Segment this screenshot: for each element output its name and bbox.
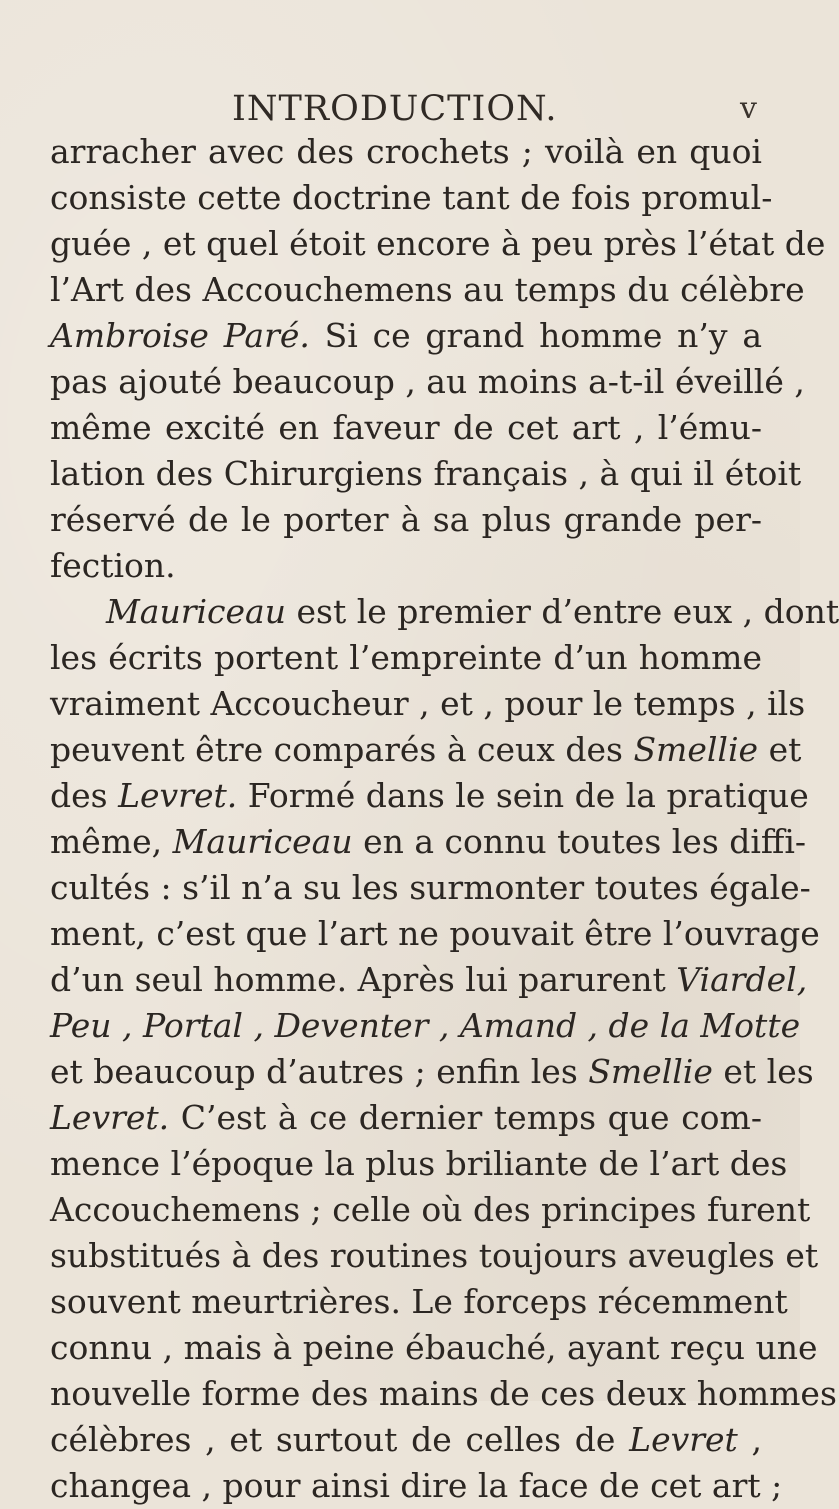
text-run: lation des Chirurgiens français , à qui il étoit bbox=[50, 454, 802, 493]
text-line bbox=[50, 1003, 801, 1049]
text-line bbox=[50, 1187, 811, 1233]
italic-text: Levret. bbox=[118, 776, 238, 815]
text-line bbox=[50, 911, 820, 957]
italic-text: Viardel, bbox=[676, 960, 808, 999]
text-run: vraiment Accoucheur , et , pour le temps , ils bbox=[50, 684, 806, 723]
text-run: et beaucoup d’autres ; enfin les bbox=[50, 1052, 589, 1091]
text-run: les écrits portent l’empreinte d’un homme bbox=[50, 638, 762, 677]
text-run: réservé de le porter à sa plus grande per- bbox=[50, 500, 762, 539]
page-number: v bbox=[740, 91, 757, 126]
text-line bbox=[50, 1095, 762, 1141]
text-line bbox=[50, 359, 805, 405]
text-run: arracher avec des crochets ; voilà en quoi bbox=[50, 132, 762, 171]
text-run: est le premier d’entre eux , dont bbox=[286, 592, 839, 631]
text-run: nouvelle forme des mains de ces deux hommes bbox=[50, 1374, 837, 1413]
text-line bbox=[50, 589, 839, 635]
text-line bbox=[50, 957, 808, 1003]
italic-text: Ambroise Paré. bbox=[50, 316, 310, 355]
text-run: pas ajouté beaucoup , au moins a-t-il éveillé , bbox=[50, 362, 805, 401]
text-line bbox=[50, 543, 762, 589]
text-run: Si ce grand homme n’y a bbox=[309, 316, 763, 355]
running-title: INTRODUCTION. bbox=[232, 89, 558, 129]
text-run: C’est à ce dernier temps que com- bbox=[169, 1098, 762, 1137]
text-line bbox=[50, 1233, 819, 1279]
text-line bbox=[50, 497, 762, 543]
italic-text: Peu , Portal , Deventer , Amand , de la Motte bbox=[50, 1006, 801, 1045]
text-line bbox=[50, 1463, 783, 1509]
italic-text: Mauriceau bbox=[172, 822, 353, 861]
body-text bbox=[50, 129, 839, 1509]
text-run: connu , mais à peine ébauché, ayant reçu une bbox=[50, 1328, 818, 1367]
text-run: substitués à des routines toujours aveugles et bbox=[50, 1236, 819, 1275]
text-line bbox=[50, 1325, 818, 1371]
text-line bbox=[50, 727, 802, 773]
italic-text: Levret bbox=[629, 1420, 738, 1459]
text-run: des bbox=[50, 776, 119, 815]
text-run: en a connu toutes les diffi- bbox=[352, 822, 807, 861]
italic-text: Mauriceau bbox=[106, 592, 286, 631]
text-line bbox=[50, 1141, 788, 1187]
text-line bbox=[50, 175, 773, 221]
italic-text: Smellie bbox=[633, 730, 759, 769]
text-line bbox=[50, 1279, 788, 1325]
text-run: Formé dans le sein de la pratique bbox=[237, 776, 809, 815]
text-run: changea , pour ainsi dire la face de cet art ; bbox=[50, 1466, 783, 1505]
text-run: souvent meurtrières. Le forceps récemment bbox=[50, 1282, 788, 1321]
text-run: et les bbox=[712, 1052, 814, 1091]
text-run: l’Art des Accouchemens au temps du célèbre bbox=[50, 270, 805, 309]
text-run: , bbox=[737, 1420, 763, 1459]
text-run: même excité en faveur de cet art , l’ému- bbox=[50, 408, 762, 447]
text-line bbox=[50, 129, 762, 175]
text-line bbox=[50, 221, 826, 267]
text-line bbox=[50, 267, 805, 313]
text-line bbox=[50, 1049, 814, 1095]
italic-text: Levret. bbox=[50, 1098, 170, 1137]
text-run: Accouchemens ; celle où des principes furent bbox=[50, 1190, 811, 1229]
text-run: consiste cette doctrine tant de fois promul- bbox=[50, 178, 773, 217]
text-run: d’un seul homme. Après lui parurent bbox=[50, 960, 677, 999]
text-run: même, bbox=[50, 822, 173, 861]
text-run: peuvent être comparés à ceux des bbox=[50, 730, 634, 769]
text-run: cultés : s’il n’a su les surmonter toutes égale- bbox=[50, 868, 811, 907]
text-line bbox=[50, 865, 811, 911]
text-run: fection. bbox=[50, 546, 176, 585]
text-run: mence l’époque la plus briliante de l’art des bbox=[50, 1144, 788, 1183]
text-line bbox=[50, 681, 806, 727]
running-head bbox=[0, 86, 800, 132]
text-line bbox=[50, 405, 762, 451]
text-line bbox=[50, 313, 762, 359]
text-run: et bbox=[758, 730, 802, 769]
text-line bbox=[50, 1371, 837, 1417]
text-line bbox=[50, 773, 809, 819]
text-run: guée , et quel étoit encore à peu près l’état de bbox=[50, 224, 826, 263]
text-run: célèbres , et surtout de celles de bbox=[50, 1420, 630, 1459]
text-line bbox=[50, 1417, 762, 1463]
text-run: ment, c’est que l’art ne pouvait être l’ouvrage bbox=[50, 914, 820, 953]
text-line bbox=[50, 451, 802, 497]
text-line bbox=[50, 819, 807, 865]
italic-text: Smellie bbox=[588, 1052, 713, 1091]
text-line bbox=[50, 635, 762, 681]
